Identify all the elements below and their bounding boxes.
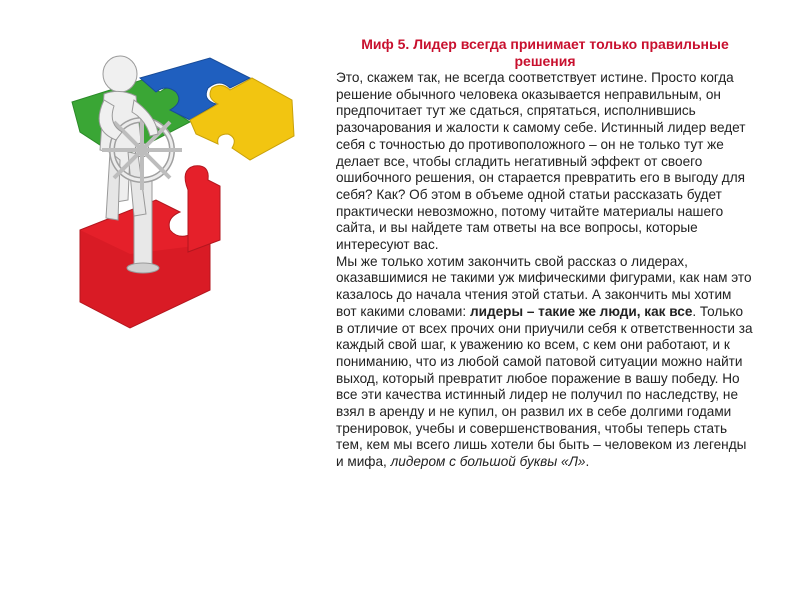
red-puzzle-tab [185,166,220,252]
paragraph-2 [336,254,754,471]
leader-at-ship-wheel-on-puzzle-icon [60,40,320,330]
bold-phrase: лидеры – такие же люди, как все [469,303,693,319]
paragraph-2-end: . [585,454,590,470]
ship-wheel-icon [102,110,182,190]
article-body [336,70,754,471]
italic-phrase: лидером с большой буквы «Л» [390,454,586,470]
figure-head [103,56,137,92]
paragraph-2-continuation: . Только в отличие от всех прочих они приучили себя к ответственности за каждый свой шаг, к уважению ко всем, с кем они работают, и к пониманию, что из любой самой патовой ситуации можно найти выход, который превратит любое поражение в вашу победу. Но все эти качества истинный лидер не получил по наследству, не взял в аренду и не купил, он развил их в себе долгими годами тренировок, учебы и совершенствования, чтобы теперь стать тем, кем мы всего лишь хотели бы быть – человеком из легенды и мифа, [336,303,753,470]
paragraph-2-text: Мы же только хотим закончить свой рассказ о лидерах, оказавшимися не такими уж мифическими фигурами, как нам это казалось до начала чтения этой статьи. А закончить мы хотим вот какими словами: [336,253,752,319]
slide-title: Миф 5. Лидер всегда принимает только правильные решения [361,36,729,69]
paragraph-1: Это, скажем так, не всегда соответствует истине. Просто когда решение обычного человека оказывается неправильным, он предпочитает тут же сдаться, спрятаться, исполнившись разочарования и жалости к самому себе. Истинный лидер ведет себя с точностью до противоположного – он не только тут же делает все, чтобы сгладить негативный эффект от своего ошибочного решения, он старается превратить его в выгоду для себя? Как? Об этом в объеме одной статьи рассказать будет практически невозможно, потому читайте материалы нашего сайта, и вы найдете там ответы на все вопросы, которые интересуют вас. [336,70,746,253]
